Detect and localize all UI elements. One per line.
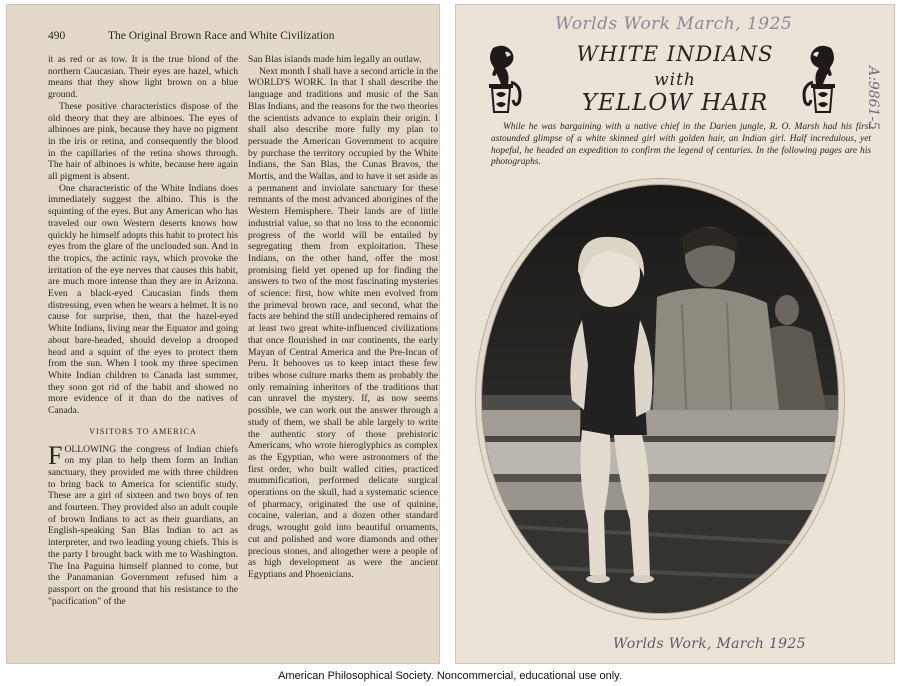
paragraph <box>48 440 238 608</box>
catalog-number-note: A:9861-5 <box>865 66 881 131</box>
column-1 <box>48 54 238 654</box>
article-title-line-3: YELLOW HAIR <box>581 90 769 116</box>
paragraph: These positive characteristics dispose of the old theory that they are albinoes. The eyes of albinoes are pink, because they have no pigment in the iris or retina, and consequently the blood in the capillaries of the retina shows through. The hair of albinoes is white, because here again all pigment is absent. <box>48 100 238 183</box>
paragraph: Next month I shall have a second article in the WORLD'S WORK. In that I shall describe the language and traditions and music of the San Blas Indians, and the reasons for the two theories the scientists advance to explain their origin. I shall also describe more fully my plan to persuade the American Government to acquire by purchase the territory occupied by the White Indians, the San Blas, the Cunas Bravos, the Mortis, and the Wallas, and to have it set aside as a permanent and inviolate sanctuary for these remnants of the most advanced aborigines of the Western Hemisphere. Their lands are of little industrial value, so that no loss to the economic progress of the world will be entailed by segregating them from exploitation. These Indians, on the other hand, offer the most promising field yet opened up for finding the answers to two of the most fascinating mysteries of science: first, how white men evolved from the primeval brown race, and second, what the facts are behind the still undeciphered remains of at least two great white-influenced civilizations that once flourished in our continents, the early Mayan of Central America and the Pre-Incan of Peru. It behooves us to keep intact these few tribes whose culture marks them as probably the only remaining inheritors of the traditions that can unravel the mystery. If, as now seems possible, we can work out the answer through a study of them, we shall be able largely to write the authentic story of those prehistoric Americans, who wrote hieroglyphics as complex as the Egyptian, who were astronomers of the first order, who built walled cities, practiced mummification, performed delicate surgical operations on the skull, had a systematic science of pharmacy, originated the use of quinine, cocaine, valerian, and a dozen other standard drugs, wrought gold into beautiful ornaments, cut and polished and wore diamonds and other precious stones, and altogether were a people of as high development as were the ancient Egyptians and Phoenicians. <box>248 65 438 580</box>
oval-photograph <box>481 184 839 614</box>
article-title-line-2: with <box>654 70 696 90</box>
archive-credit-line: American Philosophical Society. Noncommercial, educational use only. <box>278 670 622 682</box>
page-number: 490 <box>48 30 66 42</box>
paragraph: One characteristic of the White Indians does immediately suggest the albino. This is the squinting of the eyes. But any American who has traveled our own Western deserts knows how quickly he himself adopts this habit to protect his eyes from the glare of the unclouded sun. And in the tropics, the actinic rays, which provoke the irritation of the eye nerves that causes this habit, are much more intense than they are in Arizona. Even a black-eyed Caucasian finds them distressing, even when he wears a helmet. It is no cause for surprise, then, that the hazel-eyed White Indians, living near the Equator and going about bare-headed, should develop a drooped head and a squint of the eyes to protect them from the sun. When I took my three specimen White Indian children to Canada last summer, they soon got rid of the habit and showed no more evidence of it than do the natives of Canada. <box>48 182 238 417</box>
right-page <box>455 4 895 664</box>
handwritten-annotation-top: Worlds Work March, 1925 <box>555 14 793 34</box>
article-title-line-1: WHITE INDIANS <box>576 42 774 66</box>
paragraph: it as red or as tow. It is the true blond of the northern Caucasian. Their eyes are hazel, which means that they show light brown on a blue ground. <box>48 54 238 101</box>
article-columns <box>48 54 440 654</box>
photo-scene <box>482 185 839 614</box>
running-head <box>48 30 422 42</box>
left-page <box>6 4 440 664</box>
handwritten-annotation-bottom: Worlds Work, March 1925 <box>613 636 806 652</box>
paragraph: San Blas islands made him legally an outlaw. <box>248 54 422 65</box>
running-head-title: The Original Brown Race and White Civilization <box>108 30 335 42</box>
drop-cap: F <box>48 440 63 470</box>
article-intro: While he was bargaining with a native chief in the Darien jungle, R. O. Marsh had his first astounded glimpse of a white skinned girl with golden hair, an Indian girl. Half incredulous, yet hopeful, he headed an expedition to confirm the legend of centuries. In the following pages are his photographs. <box>491 122 871 168</box>
paragraph-text: OLLOWING the congress of Indian chiefs on my plan to help them form an Indian sanctuary, they provided me with three children to bring back to America for scientific study. These are a girl of sixteen and two boys of ten and fourteen. They provided also an adult couple of brown Indians to act as their guardians, an English-speaking San Blas Indian to act as interpreter, and two leading young chiefs. This is the party I brought back with me to Washington. The Ina Paguina himself planned to come, but the Panamanian Government refused him a passport on the ground that his resistance to the "pacification" of the <box>48 443 238 607</box>
column-2 <box>248 54 438 654</box>
section-subhead: VISITORS TO AMERICA <box>89 426 197 436</box>
